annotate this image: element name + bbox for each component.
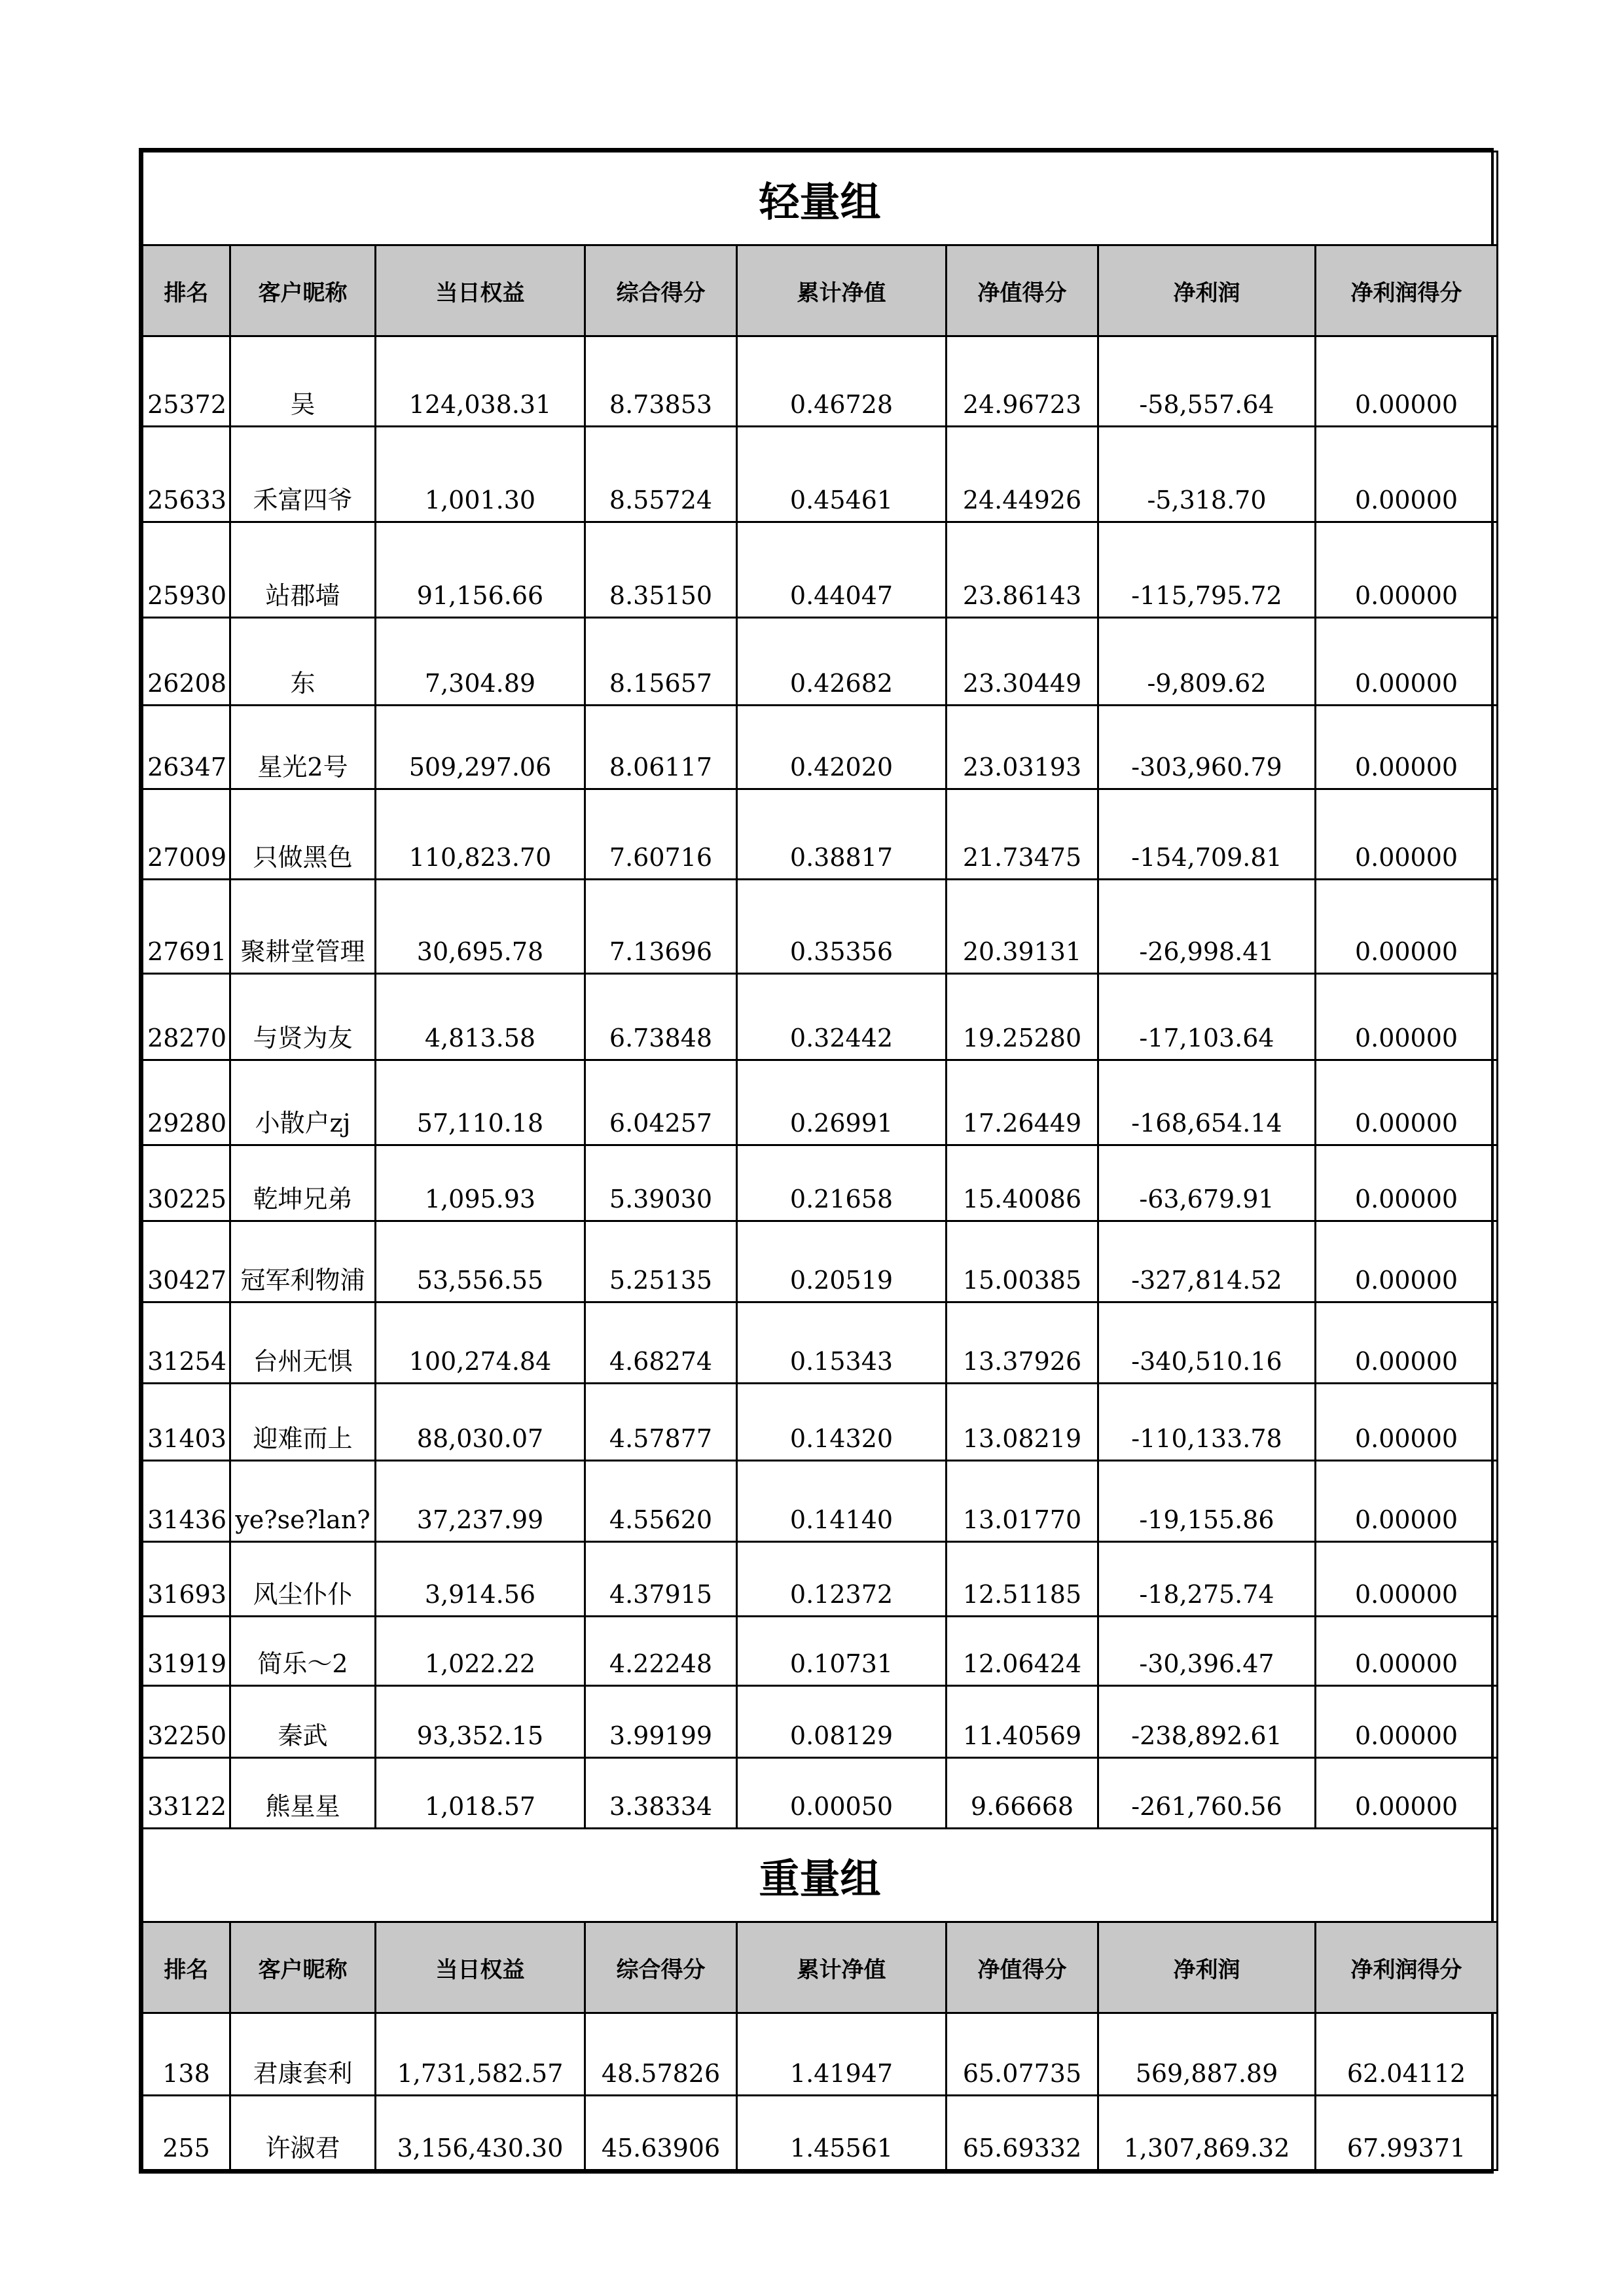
column-header-nav: 累计净值 <box>737 245 947 336</box>
cell-profit-score: 67.99371 <box>1316 2096 1498 2170</box>
cell-profit-score: 62.04112 <box>1316 2013 1498 2096</box>
column-header-profit-score: 净利润得分 <box>1316 1922 1498 2013</box>
table-row <box>143 2096 1498 2170</box>
table-row <box>143 1060 1498 1145</box>
table-row <box>143 1145 1498 1221</box>
cell-nav-score: 23.86143 <box>947 522 1098 618</box>
cell-nav: 0.08129 <box>737 1686 947 1758</box>
cell-nav-score: 23.03193 <box>947 706 1098 789</box>
column-header-equity: 当日权益 <box>376 245 585 336</box>
cell-name: ye?se?lan? <box>230 1461 376 1542</box>
cell-profit-score: 0.00000 <box>1316 1461 1498 1542</box>
cell-nav-score: 12.06424 <box>947 1617 1098 1686</box>
column-header-equity: 当日权益 <box>376 1922 585 2013</box>
cell-nav-score: 24.44926 <box>947 427 1098 522</box>
column-header-name: 客户昵称 <box>230 245 376 336</box>
column-header-name: 客户昵称 <box>230 1922 376 2013</box>
cell-rank: 27691 <box>143 880 230 974</box>
column-header-nav-score: 净值得分 <box>947 245 1098 336</box>
column-header-rank: 排名 <box>143 1922 230 2013</box>
cell-name: 简乐～2 <box>230 1617 376 1686</box>
column-header-score: 综合得分 <box>585 1922 737 2013</box>
cell-nav: 0.10731 <box>737 1617 947 1686</box>
cell-profit-score: 0.00000 <box>1316 522 1498 618</box>
cell-score: 3.99199 <box>585 1686 737 1758</box>
cell-equity: 53,556.55 <box>376 1221 585 1302</box>
cell-nav: 0.14320 <box>737 1384 947 1461</box>
cell-nav-score: 65.07735 <box>947 2013 1098 2096</box>
cell-name: 小散户zj <box>230 1060 376 1145</box>
cell-equity: 1,095.93 <box>376 1145 585 1221</box>
cell-profit: -26,998.41 <box>1098 880 1316 974</box>
cell-profit-score: 0.00000 <box>1316 618 1498 706</box>
table-row <box>143 1758 1498 1829</box>
cell-score: 4.55620 <box>585 1461 737 1542</box>
cell-profit-score: 0.00000 <box>1316 1145 1498 1221</box>
table-row <box>143 1617 1498 1686</box>
cell-profit: -110,133.78 <box>1098 1384 1316 1461</box>
cell-equity: 100,274.84 <box>376 1302 585 1384</box>
cell-profit-score: 0.00000 <box>1316 1758 1498 1829</box>
cell-rank: 32250 <box>143 1686 230 1758</box>
cell-profit: -154,709.81 <box>1098 789 1316 880</box>
cell-rank: 30427 <box>143 1221 230 1302</box>
column-header-profit: 净利润 <box>1098 1922 1316 2013</box>
cell-rank: 26208 <box>143 618 230 706</box>
cell-score: 5.25135 <box>585 1221 737 1302</box>
cell-score: 8.73853 <box>585 336 737 427</box>
cell-profit-score: 0.00000 <box>1316 974 1498 1060</box>
cell-equity: 37,237.99 <box>376 1461 585 1542</box>
cell-profit: -238,892.61 <box>1098 1686 1316 1758</box>
cell-name: 台州无惧 <box>230 1302 376 1384</box>
cell-rank: 31693 <box>143 1542 230 1617</box>
cell-nav: 1.45561 <box>737 2096 947 2170</box>
cell-nav-score: 23.30449 <box>947 618 1098 706</box>
cell-rank: 29280 <box>143 1060 230 1145</box>
light-group-title: 轻量组 <box>143 152 1498 245</box>
cell-name: 禾富四爷 <box>230 427 376 522</box>
cell-equity: 93,352.15 <box>376 1686 585 1758</box>
cell-profit-score: 0.00000 <box>1316 706 1498 789</box>
cell-profit: -9,809.62 <box>1098 618 1316 706</box>
column-header-score: 综合得分 <box>585 245 737 336</box>
cell-rank: 31919 <box>143 1617 230 1686</box>
ranking-sheet <box>139 148 1494 2174</box>
cell-rank: 31403 <box>143 1384 230 1461</box>
cell-rank: 138 <box>143 2013 230 2096</box>
cell-score: 8.55724 <box>585 427 737 522</box>
cell-equity: 3,156,430.30 <box>376 2096 585 2170</box>
column-header-rank: 排名 <box>143 245 230 336</box>
cell-rank: 26347 <box>143 706 230 789</box>
cell-equity: 57,110.18 <box>376 1060 585 1145</box>
cell-nav-score: 11.40569 <box>947 1686 1098 1758</box>
cell-equity: 1,022.22 <box>376 1617 585 1686</box>
cell-profit-score: 0.00000 <box>1316 789 1498 880</box>
cell-nav-score: 13.37926 <box>947 1302 1098 1384</box>
table-row <box>143 1302 1498 1384</box>
cell-score: 4.37915 <box>585 1542 737 1617</box>
cell-name: 站郡墙 <box>230 522 376 618</box>
cell-score: 6.04257 <box>585 1060 737 1145</box>
cell-score: 8.06117 <box>585 706 737 789</box>
cell-profit: -5,318.70 <box>1098 427 1316 522</box>
cell-score: 45.63906 <box>585 2096 737 2170</box>
cell-rank: 25372 <box>143 336 230 427</box>
table-row <box>143 706 1498 789</box>
table-row <box>143 1461 1498 1542</box>
cell-rank: 25633 <box>143 427 230 522</box>
cell-rank: 30225 <box>143 1145 230 1221</box>
heavy-group-title: 重量组 <box>143 1829 1498 1922</box>
cell-rank: 28270 <box>143 974 230 1060</box>
column-header-nav: 累计净值 <box>737 1922 947 2013</box>
cell-nav-score: 9.66668 <box>947 1758 1098 1829</box>
cell-profit: -340,510.16 <box>1098 1302 1316 1384</box>
table-row <box>143 880 1498 974</box>
cell-name: 冠军利物浦 <box>230 1221 376 1302</box>
cell-name: 只做黑色 <box>230 789 376 880</box>
cell-name: 君康套利 <box>230 2013 376 2096</box>
cell-profit: -19,155.86 <box>1098 1461 1316 1542</box>
cell-nav-score: 17.26449 <box>947 1060 1098 1145</box>
column-header-nav-score: 净值得分 <box>947 1922 1098 2013</box>
cell-equity: 124,038.31 <box>376 336 585 427</box>
cell-score: 4.68274 <box>585 1302 737 1384</box>
cell-equity: 7,304.89 <box>376 618 585 706</box>
cell-equity: 4,813.58 <box>376 974 585 1060</box>
cell-nav: 0.42682 <box>737 618 947 706</box>
cell-name: 熊星星 <box>230 1758 376 1829</box>
cell-profit: -115,795.72 <box>1098 522 1316 618</box>
table-row <box>143 789 1498 880</box>
table-row <box>143 618 1498 706</box>
cell-name: 东 <box>230 618 376 706</box>
cell-name: 许淑君 <box>230 2096 376 2170</box>
cell-profit: -327,814.52 <box>1098 1221 1316 1302</box>
cell-nav-score: 24.96723 <box>947 336 1098 427</box>
table-row <box>143 1221 1498 1302</box>
cell-profit-score: 0.00000 <box>1316 1060 1498 1145</box>
cell-rank: 31254 <box>143 1302 230 1384</box>
cell-profit: 1,307,869.32 <box>1098 2096 1316 2170</box>
cell-rank: 255 <box>143 2096 230 2170</box>
cell-rank: 25930 <box>143 522 230 618</box>
cell-name: 聚耕堂管理 <box>230 880 376 974</box>
cell-profit-score: 0.00000 <box>1316 1302 1498 1384</box>
table-row <box>143 1542 1498 1617</box>
cell-nav: 0.38817 <box>737 789 947 880</box>
cell-profit: 569,887.89 <box>1098 2013 1316 2096</box>
cell-nav: 0.21658 <box>737 1145 947 1221</box>
cell-nav: 0.35356 <box>737 880 947 974</box>
cell-profit: -18,275.74 <box>1098 1542 1316 1617</box>
cell-name: 与贤为友 <box>230 974 376 1060</box>
cell-nav: 0.44047 <box>737 522 947 618</box>
cell-nav-score: 15.40086 <box>947 1145 1098 1221</box>
cell-equity: 1,001.30 <box>376 427 585 522</box>
cell-equity: 88,030.07 <box>376 1384 585 1461</box>
cell-name: 乾坤兄弟 <box>230 1145 376 1221</box>
cell-equity: 3,914.56 <box>376 1542 585 1617</box>
cell-equity: 30,695.78 <box>376 880 585 974</box>
table-row <box>143 1686 1498 1758</box>
cell-profit: -63,679.91 <box>1098 1145 1316 1221</box>
cell-nav: 0.26991 <box>737 1060 947 1145</box>
cell-profit: -303,960.79 <box>1098 706 1316 789</box>
cell-score: 7.60716 <box>585 789 737 880</box>
cell-nav-score: 13.08219 <box>947 1384 1098 1461</box>
heavy-header-row <box>143 1922 1498 2013</box>
cell-score: 3.38334 <box>585 1758 737 1829</box>
cell-score: 8.15657 <box>585 618 737 706</box>
cell-score: 5.39030 <box>585 1145 737 1221</box>
ranking-table <box>141 151 1498 2171</box>
cell-nav: 0.45461 <box>737 427 947 522</box>
cell-score: 8.35150 <box>585 522 737 618</box>
cell-equity: 1,018.57 <box>376 1758 585 1829</box>
cell-nav: 0.12372 <box>737 1542 947 1617</box>
cell-profit: -30,396.47 <box>1098 1617 1316 1686</box>
cell-profit-score: 0.00000 <box>1316 1686 1498 1758</box>
light-header-row <box>143 245 1498 336</box>
cell-nav-score: 20.39131 <box>947 880 1098 974</box>
cell-rank: 33122 <box>143 1758 230 1829</box>
cell-name: 秦武 <box>230 1686 376 1758</box>
cell-score: 6.73848 <box>585 974 737 1060</box>
cell-nav: 0.15343 <box>737 1302 947 1384</box>
cell-name: 迎难而上 <box>230 1384 376 1461</box>
table-row <box>143 2013 1498 2096</box>
cell-profit-score: 0.00000 <box>1316 1221 1498 1302</box>
cell-profit-score: 0.00000 <box>1316 336 1498 427</box>
cell-nav-score: 12.51185 <box>947 1542 1098 1617</box>
cell-nav-score: 21.73475 <box>947 789 1098 880</box>
cell-equity: 1,731,582.57 <box>376 2013 585 2096</box>
table-row <box>143 974 1498 1060</box>
cell-nav: 1.41947 <box>737 2013 947 2096</box>
cell-profit-score: 0.00000 <box>1316 1384 1498 1461</box>
cell-profit-score: 0.00000 <box>1316 880 1498 974</box>
cell-equity: 91,156.66 <box>376 522 585 618</box>
cell-rank: 31436 <box>143 1461 230 1542</box>
cell-score: 4.22248 <box>585 1617 737 1686</box>
table-row <box>143 1384 1498 1461</box>
cell-nav: 0.20519 <box>737 1221 947 1302</box>
cell-profit-score: 0.00000 <box>1316 1617 1498 1686</box>
cell-profit: -17,103.64 <box>1098 974 1316 1060</box>
column-header-profit: 净利润 <box>1098 245 1316 336</box>
cell-nav: 0.42020 <box>737 706 947 789</box>
cell-nav: 0.00050 <box>737 1758 947 1829</box>
cell-nav-score: 65.69332 <box>947 2096 1098 2170</box>
cell-nav: 0.14140 <box>737 1461 947 1542</box>
cell-nav-score: 13.01770 <box>947 1461 1098 1542</box>
cell-name: 星光2号 <box>230 706 376 789</box>
column-header-profit-score: 净利润得分 <box>1316 245 1498 336</box>
cell-equity: 110,823.70 <box>376 789 585 880</box>
cell-equity: 509,297.06 <box>376 706 585 789</box>
cell-nav: 0.46728 <box>737 336 947 427</box>
cell-nav-score: 15.00385 <box>947 1221 1098 1302</box>
table-row <box>143 522 1498 618</box>
cell-name: 风尘仆仆 <box>230 1542 376 1617</box>
cell-score: 4.57877 <box>585 1384 737 1461</box>
cell-nav: 0.32442 <box>737 974 947 1060</box>
cell-score: 48.57826 <box>585 2013 737 2096</box>
cell-profit: -58,557.64 <box>1098 336 1316 427</box>
cell-name: 吴 <box>230 336 376 427</box>
cell-nav-score: 19.25280 <box>947 974 1098 1060</box>
table-row <box>143 427 1498 522</box>
table-row <box>143 336 1498 427</box>
cell-score: 7.13696 <box>585 880 737 974</box>
cell-profit: -261,760.56 <box>1098 1758 1316 1829</box>
cell-profit-score: 0.00000 <box>1316 427 1498 522</box>
cell-profit: -168,654.14 <box>1098 1060 1316 1145</box>
cell-rank: 27009 <box>143 789 230 880</box>
cell-profit-score: 0.00000 <box>1316 1542 1498 1617</box>
